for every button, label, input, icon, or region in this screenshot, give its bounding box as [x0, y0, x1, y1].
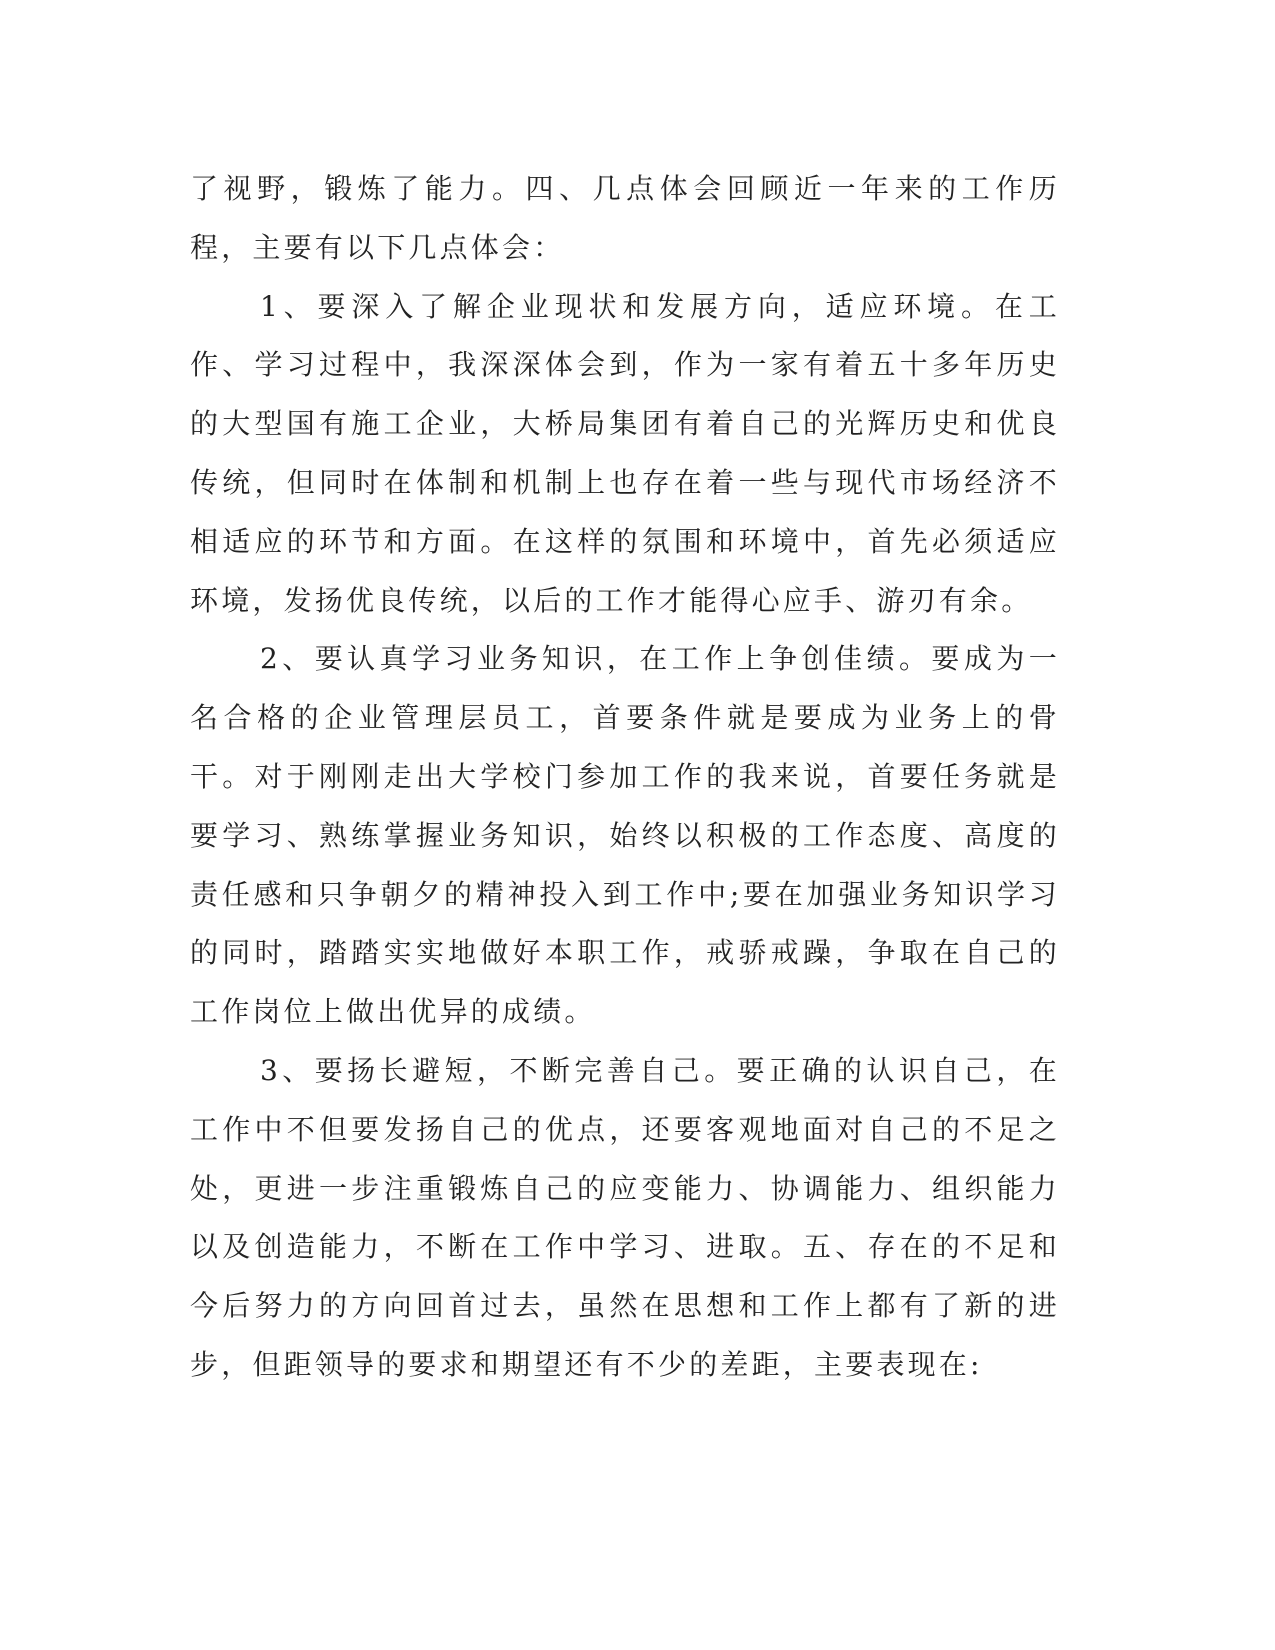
paragraph-intro: 了视野，锻炼了能力。四、几点体会回顾近一年来的工作历程，主要有以下几点体会：	[190, 172, 1060, 264]
paragraph-point-2: 2、要认真学习业务知识，在工作上争创佳绩。要成为一名合格的企业管理层员工，首要条件就是要成为业务上的骨干。对于刚刚走出大学校门参加工作的我来说，首要任务就是要学习、熟练掌握业务知识，始终以积极的工作态度、高度的责任感和只争朝夕的精神投入到工作中;要在加强业务知识学习的同时，踏踏实实地做好本职工作，戒骄戒躁，争取在自己的工作岗位上做出优异的成绩。	[190, 642, 1060, 1029]
paragraph-point-3: 3、要扬长避短，不断完善自己。要正确的认识自己，在工作中不但要发扬自己的优点，还要客观地面对自己的不足之处，更进一步注重锻炼自己的应变能力、协调能力、组织能力以及创造能力，不断在工作中学习、进取。五、存在的不足和今后努力的方向回首过去，虽然在思想和工作上都有了新的进步，但距领导的要求和期望还有不少的差距，主要表现在:	[190, 1053, 1060, 1381]
paragraph-point-1: 1、要深入了解企业现状和发展方向，适应环境。在工作、学习过程中，我深深体会到，作为一家有着五十多年历史的大型国有施工企业，大桥局集团有着自己的光辉历史和优良传统，但同时在体制和机制上也存在着一些与现代市场经济不相适应的环节和方面。在这样的氛围和环境中，首先必须适应环境，发扬优良传统，以后的工作才能得心应手、游刃有余。	[190, 289, 1060, 617]
document-body	[190, 160, 1060, 1395]
